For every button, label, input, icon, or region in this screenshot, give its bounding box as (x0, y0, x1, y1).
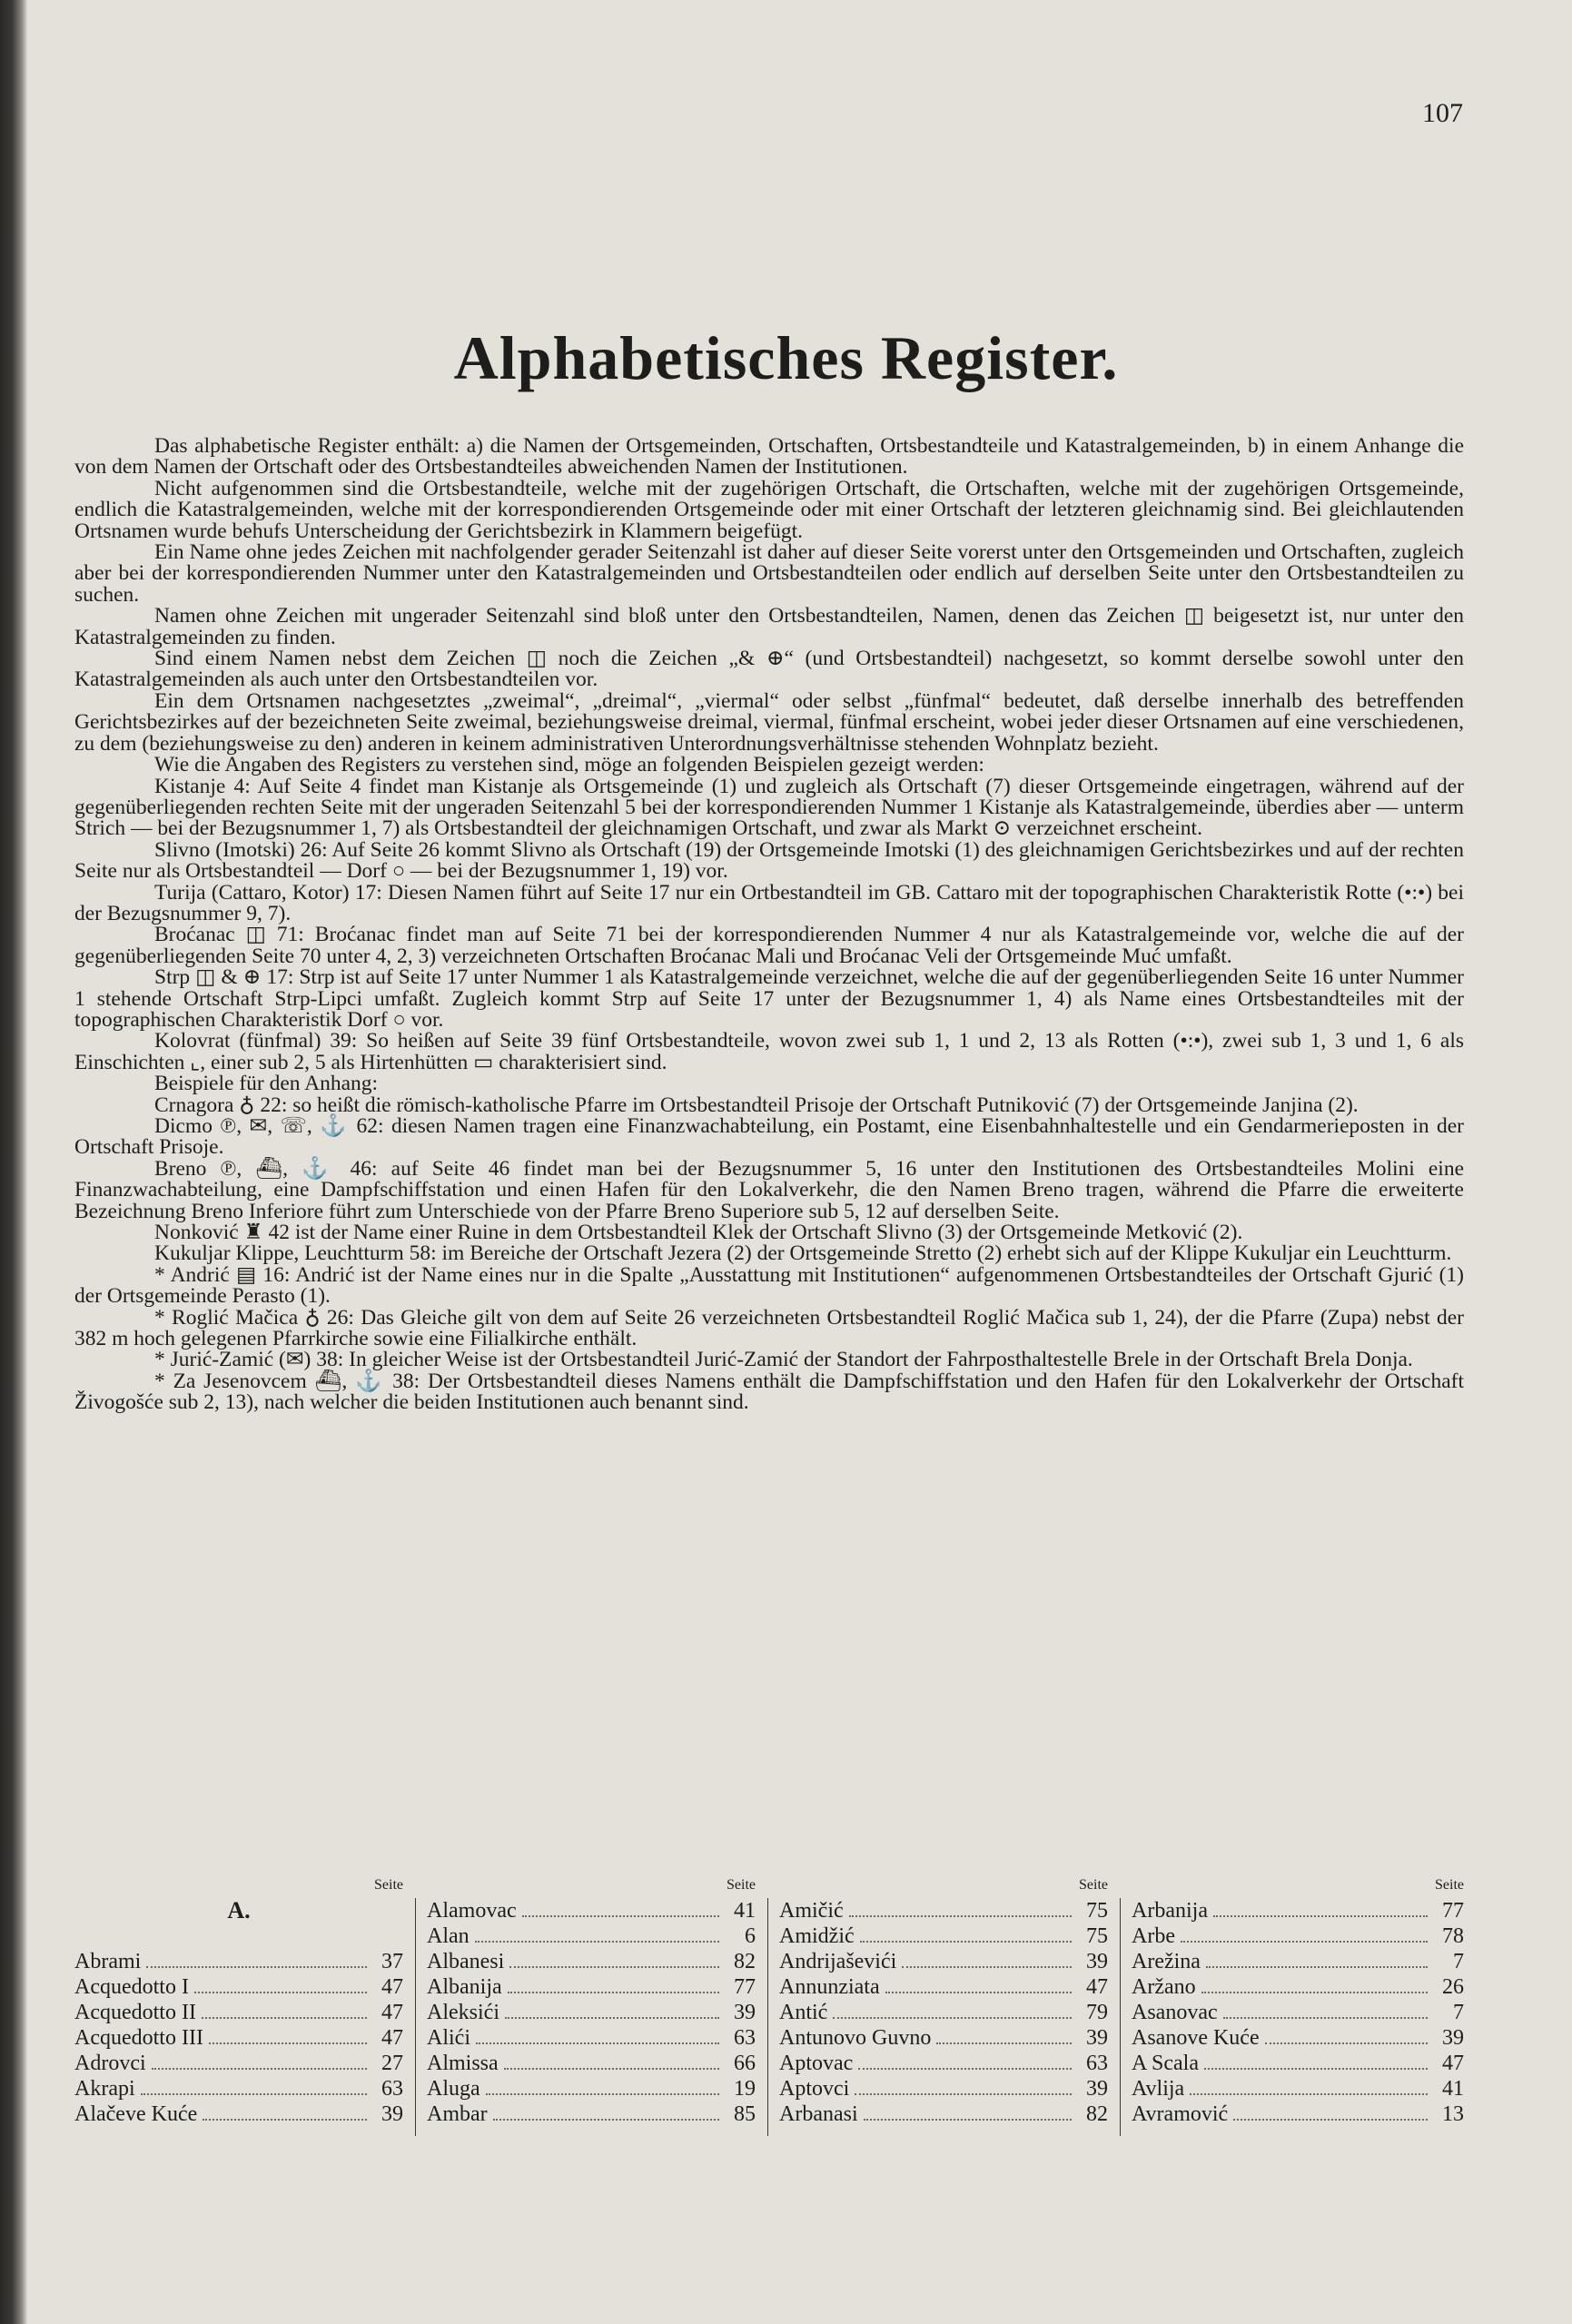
index-entry (74, 2076, 403, 2101)
column-header-seite: Seite (1079, 1877, 1108, 1893)
index-entry (1132, 1974, 1464, 2000)
index-entry (74, 2000, 403, 2025)
index-entry (427, 1974, 756, 2000)
entry-name: Alamovac (427, 1899, 517, 1923)
entry-name: Albanija (427, 1975, 502, 1999)
column-divider (415, 1898, 416, 2136)
entry-page: 63 (381, 2077, 403, 2101)
entry-name: Arbe (1132, 1924, 1175, 1948)
appendix-example: Crnagora ♁ 22: so heißt die römisch-katholische Pfarre im Ortsbestandteil Prisoje der Ortschaft Putniković (7) der Ortsgemeinde Janjina (2). (154, 1093, 1359, 1117)
index-entry (1132, 2101, 1464, 2127)
index-entry (779, 2076, 1108, 2101)
index-entry (1132, 2000, 1464, 2025)
example-paragraph: Kistanje 4: Auf Seite 4 findet man Kistanje als Ortsgemeinde (1) und zugleich als Ortschaft (7) dieser Ortsgemeinde eingetragen, während auf der gegenüberliegenden rechten Seite mit der ungeraden Seitenzahl 5 bei der korrespondierenden Nummer 1 Kistanje als Katastralgemeinde, überdies aber — unterm Strich — bei der Bezugsnummer 1, 7) als Ortsbestandteil der gleichnamigen Ortschaft, und zwar als Markt ⊙ verzeichnet erscheint. (74, 774, 1464, 841)
entry-name: Aržano (1132, 1975, 1196, 1999)
appendix-example: Breno ℗, ⛴, ⚓ 46: auf Seite 46 findet man bei der Bezugsnummer 5, 16 unter den Institutionen des Ortsbestandteiles Molini eine Finanzwachabteilung, eine Dampfschiffstation und einen Hafen für den Lokalverkehr, die den Namen Breno tragen, während die Pfarre die erweiterte Bezeichnung Breno Inferiore führt zum Unterschiede von der Pfarre Breno Superiore sub 5, 12 auf derselben Seite. (74, 1156, 1464, 1223)
dot-leader (855, 2093, 1072, 2095)
dot-leader (209, 2042, 367, 2044)
index-column-2 (427, 1873, 756, 2136)
dot-leader (1206, 1966, 1428, 1968)
entry-page: 75 (1086, 1899, 1108, 1923)
dot-leader (152, 2068, 367, 2070)
appendix-example: * Jurić-Zamić (✉) 38: In gleicher Weise ist der Ortsbestandteil Jurić-Zamić der Standort der Fahrposthaltestelle Brele in der Ortschaft Brela Donja. (154, 1348, 1413, 1372)
entry-name: Andrijaševići (779, 1950, 897, 1973)
introduction-text (74, 436, 1464, 1414)
paragraph: Wie die Angaben des Registers zu verstehen sind, möge an folgenden Beispielen gezeigt werden: (154, 753, 984, 777)
dot-leader (885, 1992, 1072, 1993)
index-entry (1132, 2076, 1464, 2101)
entry-page: 27 (381, 2052, 403, 2075)
dot-leader (1204, 2068, 1428, 2070)
entry-name: Antić (779, 2001, 828, 2024)
index-entry (1132, 1949, 1464, 1974)
paragraph: Namen ohne Zeichen mit ungerader Seitenzahl sind bloß unter den Ortsbestandteilen, Namen, denen das Zeichen ◫ beigesetzt ist, nur unter den Katastralgemeinden zu finden. (74, 604, 1464, 649)
dot-leader (493, 2119, 719, 2121)
index-entry (74, 1949, 403, 1974)
dot-leader (833, 2017, 1072, 2019)
column-header-seite: Seite (1435, 1877, 1464, 1893)
entry-page: 47 (381, 1975, 403, 1999)
entry-name: Annunziata (779, 1975, 880, 1999)
index-entry (427, 2000, 756, 2025)
dot-leader (475, 1941, 719, 1943)
index-entry (779, 1949, 1108, 1974)
entry-page: 39 (734, 2001, 756, 2024)
dot-leader (1223, 2017, 1428, 2019)
entry-page: 79 (1086, 2001, 1108, 2024)
entry-name: Adrovci (74, 2052, 146, 2075)
index-entry (427, 2101, 756, 2127)
entry-name: Avramović (1132, 2102, 1229, 2126)
entry-page: 19 (734, 2077, 756, 2101)
section-letter: A. (227, 1897, 251, 1923)
dot-leader (1233, 2119, 1428, 2121)
entry-name: Amidžić (779, 1924, 855, 1948)
index-entry (779, 2025, 1108, 2051)
dot-leader (486, 2093, 719, 2095)
entry-name: Alići (427, 2026, 470, 2050)
index-entry (1132, 1923, 1464, 1949)
column-header-seite: Seite (727, 1877, 756, 1893)
entry-page: 77 (734, 1975, 756, 1999)
index-entry (1132, 1898, 1464, 1923)
entry-page: 37 (381, 1950, 403, 1973)
example-paragraph: Kolovrat (fünfmal) 39: So heißen auf Seite 39 fünf Ortsbestandteile, wovon zwei sub 1, 1 und 2, 13 als Rotten (•:•), zwei sub 1, 3 und 1, 6 als Einschichten ⌞, einer sub 2, 5 als Hirtenhütten ▭ charakterisiert sind. (74, 1029, 1464, 1074)
paragraph: Das alphabetische Register enthält: a) die Namen der Ortsgemeinden, Ortschaften, Ortsbestandteile und Katastralgemeinden, b) in einem Anhange die von dem Namen der Ortschaft oder des Ortsbestandteiles abweichenden Namen der Institutionen. (74, 434, 1464, 480)
index-entry (1132, 2051, 1464, 2076)
dot-leader (1201, 1992, 1428, 1993)
index-entry (427, 1923, 756, 1949)
dot-leader (505, 2017, 719, 2019)
entry-page: 7 (1453, 1950, 1464, 1973)
index-entry (74, 2051, 403, 2076)
index-entry (779, 1974, 1108, 2000)
dot-leader (146, 1966, 367, 1968)
entry-name: Arežina (1132, 1950, 1201, 1973)
entry-name: Asanovac (1132, 2001, 1218, 2024)
index-entry (779, 2101, 1108, 2127)
entry-name: Albanesi (427, 1950, 505, 1973)
page-number: 107 (1422, 98, 1463, 128)
entry-page: 82 (734, 1950, 756, 1973)
index-entry (427, 2076, 756, 2101)
entry-name: Arbanija (1132, 1899, 1208, 1923)
appendix-example: * Roglić Mačica ♁ 26: Das Gleiche gilt von dem auf Seite 26 verzeichneten Ortsbestandteil Roglić Mačica sub 1, 24), der die Pfarre (Zupa) nebst der 382 m hoch gelegenen Pfarrkirche sowie eine Filialkirche enthält. (74, 1305, 1464, 1351)
entry-page: 26 (1442, 1975, 1464, 1999)
entry-page: 85 (734, 2102, 756, 2126)
entry-page: 63 (1086, 2052, 1108, 2075)
index-entry (74, 1974, 403, 2000)
entry-page: 47 (381, 2026, 403, 2050)
appendix-heading: Beispiele für den Anhang: (154, 1072, 379, 1096)
index-entry (74, 2101, 403, 2127)
paragraph: Ein Name ohne jedes Zeichen mit nachfolgender gerader Seitenzahl ist daher auf dieser Seite vorerst unter den Ortsgemeinden und Ortschaften, zugleich aber bei der korrespondierenden Nummer unter den Katastralgemeinden und Ortsbestandteilen oder endlich auf derselben Seite unter den Ortsbestandteilen zu suchen. (74, 540, 1464, 607)
dot-leader (476, 2042, 719, 2044)
entry-name: Aptovac (779, 2052, 854, 2075)
dot-leader (508, 1992, 719, 1993)
index-entry (74, 2025, 403, 2051)
entry-name: Aluga (427, 2077, 480, 2101)
entry-page: 39 (1086, 2026, 1108, 2050)
entry-name: Almissa (427, 2052, 499, 2075)
example-paragraph: Slivno (Imotski) 26: Auf Seite 26 kommt Slivno als Ortschaft (19) der Ortsgemeinde Imotski (1) des gleichnamigen Gerichtsbezirkes und auf der rechten Seite nur als Ortsbestandteil — Dorf ○ — bei der Bezugsnummer 1, 19) vor. (74, 837, 1464, 884)
appendix-example: Nonković ♜ 42 ist der Name einer Ruine in dem Ortsbestandteil Klek der Ortschaft Slivno (3) der Ortsgemeinde Metković (2). (154, 1221, 1243, 1245)
index-entry (427, 1949, 756, 1974)
index-entry (427, 1898, 756, 1923)
entry-page: 39 (381, 2102, 403, 2126)
entry-page: 39 (1086, 1950, 1108, 1973)
dot-leader (504, 2068, 719, 2070)
dot-leader (860, 1941, 1072, 1943)
index-entry (1132, 2025, 1464, 2051)
entry-name: Aptovci (779, 2077, 850, 2101)
entry-name: Avlija (1132, 2077, 1185, 2101)
appendix-example: * Za Jesenovcem ⛴, ⚓ 38: Der Ortsbestandteil dieses Namens enthält die Dampfschiffstation und den Hafen für den Lokalverkehr der Ortschaft Živogošće sub 2, 13), nach welcher die beiden Institutionen auch benannt sind. (74, 1369, 1464, 1415)
appendix-example: Kukuljar Klippe, Leuchtturm 58: im Bereiche der Ortschaft Jezera (2) der Ortsgemeinde Stretto (2) erhebt sich auf der Klippe Kukuljar ein Leuchtturm. (154, 1241, 1452, 1266)
entry-page: 41 (1442, 2077, 1464, 2101)
paragraph: Nicht aufgenommen sind die Ortsbestandteile, welche mit der zugehörigen Ortschaft, die Ortschaften, welche mit der zugehörigen Ortsgemeinde, endlich die Katastralgemeinden, welche mit der korrespondierenden Ortsgemeinde oder mit einer Ortschaft der letzteren gleichnamig sind. Bei gleichlautenden Ortsnamen wurde behufs Unterscheidung der Gerichtsbezirk in Klammern beigefügt. (74, 476, 1464, 543)
appendix-example: Dicmo ℗, ✉, ☏, ⚓ 62: diesen Namen tragen eine Finanzwachabteilung, ein Postamt, eine Eisenbahnhaltestelle und ein Gendarmerieposten in der Ortschaft Prisoje. (74, 1114, 1464, 1160)
entry-name: Arbanasi (779, 2102, 858, 2126)
appendix-example: * Andrić ▤ 16: Andrić ist der Name eines nur in die Spalte „Ausstattung mit Institutionen“ aufgenommenen Ortsbestandteiles der Ortschaft Gjurić (1) der Ortsgemeinde Perasto (1). (74, 1262, 1464, 1309)
example-paragraph: Turija (Cattaro, Kotor) 17: Diesen Namen führt auf Seite 17 nur ein Ortbestandteil im GB. Cattaro mit der topographischen Charakteristik Rotte (•:•) bei der Bezugsnummer 9, 7). (74, 880, 1464, 925)
entry-name: Alan (427, 1924, 470, 1948)
entry-name: Aleksići (427, 2001, 499, 2024)
entry-page: 75 (1086, 1924, 1108, 1948)
index-entry (427, 2025, 756, 2051)
entry-page: 78 (1442, 1924, 1464, 1948)
dot-leader (1190, 2093, 1428, 2095)
dot-leader (902, 1966, 1072, 1968)
dot-leader (1265, 2042, 1428, 2044)
entry-page: 6 (745, 1924, 756, 1948)
entry-name: Alačeve Kuće (74, 2102, 198, 2126)
dot-leader (858, 2068, 1072, 2070)
entry-name: Akrapi (74, 2077, 135, 2101)
index-entry (779, 2051, 1108, 2076)
entry-name: Antunovo Guvno (779, 2026, 932, 2050)
dot-leader (936, 2042, 1072, 2044)
index-column-4 (1132, 1873, 1464, 2136)
dot-leader (141, 2093, 367, 2095)
column-divider (767, 1898, 768, 2136)
dot-leader (203, 2119, 367, 2121)
entry-name: Acquedotto I (74, 1975, 189, 1999)
entry-page: 77 (1442, 1899, 1464, 1923)
dot-leader (194, 1992, 367, 1993)
example-paragraph: Broćanac ◫ 71: Broćanac findet man auf Seite 71 bei der korrespondierenden Nummer 4 nur als Katastralgemeinde vor, welche die auf der gegenüberliegenden Seite 70 unter 4, 2, 3) verzeichneten Ortschaften Broćanac Mali und Broćanac Veli der Ortsgemeinde Muć umfaßt. (74, 923, 1464, 968)
register-index (74, 1873, 1464, 2136)
index-entry (779, 2000, 1108, 2025)
entry-name: Asanove Kuće (1132, 2026, 1260, 2050)
entry-name: Acquedotto II (74, 2001, 196, 2024)
entry-name: A Scala (1132, 2052, 1199, 2075)
entry-page: 63 (734, 2026, 756, 2050)
entry-name: Amičić (779, 1899, 844, 1923)
index-entry (779, 1923, 1108, 1949)
dot-leader (1213, 1915, 1428, 1917)
dot-leader (522, 1915, 719, 1917)
entry-page: 47 (381, 2001, 403, 2024)
entry-page: 66 (734, 2052, 756, 2075)
entry-page: 41 (734, 1899, 756, 1923)
index-entry (779, 1898, 1108, 1923)
column-divider (1120, 1898, 1121, 2136)
entry-page: 39 (1442, 2026, 1464, 2050)
dot-leader (202, 2017, 367, 2019)
column-header-seite: Seite (374, 1877, 403, 1893)
entry-name: Acquedotto III (74, 2026, 203, 2050)
entry-page: 47 (1442, 2052, 1464, 2075)
paragraph: Ein dem Ortsnamen nachgesetztes „zweimal“, „dreimal“, „viermal“ oder selbst „fünfmal“ bedeutet, daß derselbe innerhalb des betreffenden Gerichtsbezirkes auf der bezeichneten Seite zweimal, beziehungsweise dreimal, viermal, fünfmal erscheint, wobei jeder dieser Ortsnamen auf eine verschiedenen, zu dem (beziehungsweise zu den) anderen in keinem administrativen Unterordnungsverhältnisse stehenden Wohnplatz bezieht. (74, 688, 1464, 756)
index-column-1 (74, 1873, 403, 2136)
entry-name: Abrami (74, 1950, 142, 1973)
dot-leader (849, 1915, 1072, 1917)
paragraph: Sind einem Namen nebst dem Zeichen ◫ noch die Zeichen „& ⊕“ (und Ortsbestandteil) nachgesetzt, so kommt derselbe sowohl unter den Katastralgemeinden als auch unter den Ortsbestandteilen vor. (74, 647, 1464, 692)
index-entry (427, 2051, 756, 2076)
dot-leader (1181, 1941, 1428, 1943)
entry-name: Ambar (427, 2102, 488, 2126)
dot-leader (509, 1966, 719, 1968)
entry-page: 7 (1453, 2001, 1464, 2024)
page-title: Alphabetisches Register. (453, 323, 1119, 392)
entry-page: 82 (1086, 2102, 1108, 2126)
entry-page: 39 (1086, 2077, 1108, 2101)
dot-leader (864, 2119, 1072, 2121)
index-column-3 (779, 1873, 1108, 2136)
entry-page: 13 (1442, 2102, 1464, 2126)
example-paragraph: Strp ◫ & ⊕ 17: Strp ist auf Seite 17 unter Nummer 1 als Katastralgemeinde verzeichnet, welche die auf der gegenüberliegenden Seite 16 unter Nummer 1 stehende Ortschaft Strp-Lipci umfaßt. Zugleich kommt Strp auf Seite 17 unter der Bezugsnummer 1, 4) als Name eines Ortsbestandteiles mit der topographischen Charakteristik Dorf ○ vor. (74, 965, 1464, 1032)
entry-page: 47 (1086, 1975, 1108, 1999)
